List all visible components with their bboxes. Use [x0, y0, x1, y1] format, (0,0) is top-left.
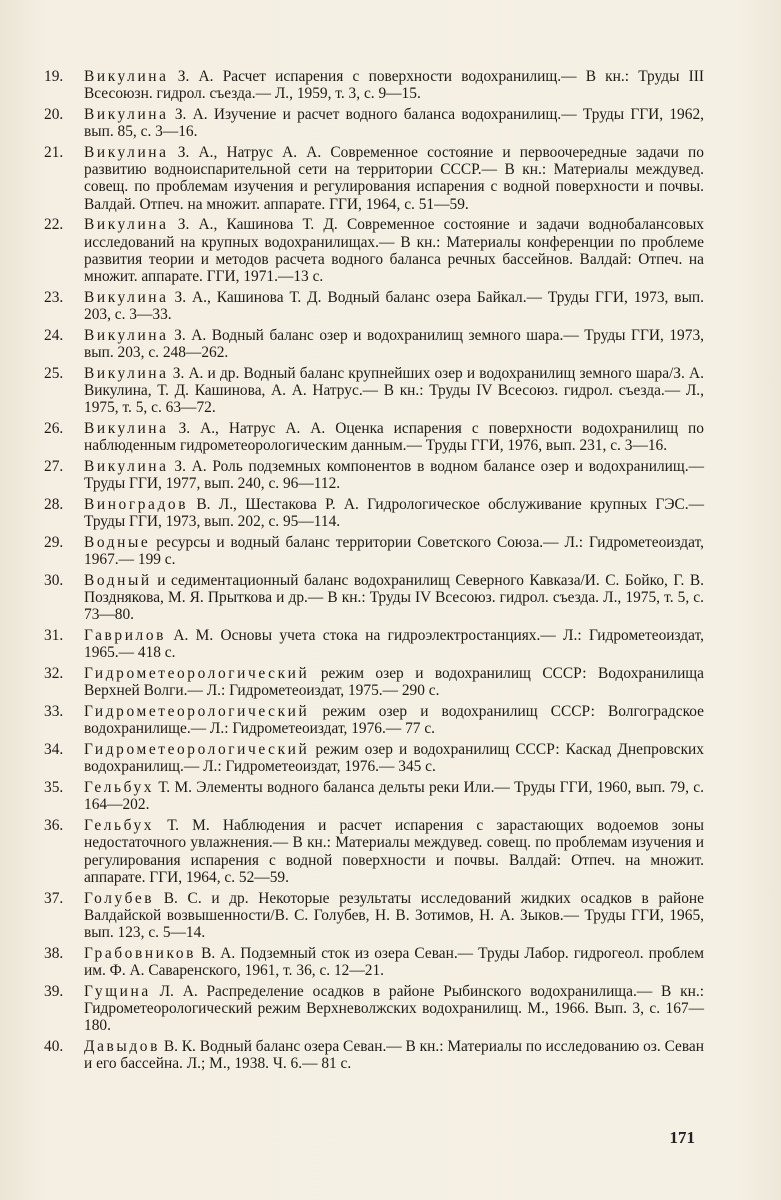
entry-citation: З. А. Роль подземных компонентов в водном балансе озер и водохранилищ.— Труды ГГИ, 1977, вып. 240, с. 96—112. [84, 458, 704, 493]
entry-number: 39. [44, 982, 64, 1000]
entry-number: 33. [44, 703, 64, 721]
entry-text [84, 327, 704, 361]
entry-text [84, 665, 704, 699]
bibliography-entry [44, 1038, 704, 1072]
bibliography-entry [44, 817, 704, 886]
entry-number: 23. [44, 288, 64, 306]
bibliography-entry [44, 665, 704, 699]
entry-author: Давыдов [84, 1038, 160, 1056]
entry-text [84, 741, 704, 775]
entry-author: Викулина [84, 68, 169, 85]
bibliography-entry [44, 890, 704, 942]
entry-text [84, 890, 704, 942]
entry-author: Викулина [84, 364, 169, 382]
entry-citation: Л. А. Распределение осадков в районе Рыбинского водохранилища.— В кн.: Гидрометеорологический режим Верхневолжских водохранилищ. М., 1966. Вып. 3, с. 167—180. [84, 982, 704, 1035]
entry-citation: З. А. Изучение и расчет водного баланса водохранилищ.— Труды ГГИ, 1962, вып. 85, с. 3—16. [84, 106, 704, 141]
entry-citation: режим озер и водохранилищ СССР: Волгоградское водохранилище.— Л.: Гидрометеоиздат, 1976.— 77 с. [84, 703, 704, 738]
entry-author: Викулина [84, 216, 169, 234]
entry-citation: Т. М. Наблюдения и расчет испарения с зарастающих водоемов зоны недостаточного увлажнения.— В кн.: Материалы междувед. совещ. по проблемам изучения и регулирования испарения с водной поверхности и почвы. Валдай: Отпеч. на множит. аппарате. ГГИ, 1964, с. 52—59. [84, 817, 704, 886]
bibliography-entry [44, 216, 704, 285]
bibliography-entry [44, 496, 704, 530]
entry-text [84, 106, 704, 140]
entry-text [84, 216, 704, 285]
entry-text [84, 144, 704, 213]
bibliography-entry [44, 420, 704, 454]
entry-author: Гельбух [84, 817, 155, 835]
entry-number: 36. [44, 817, 64, 835]
entry-number: 25. [44, 364, 64, 382]
bibliography-list [44, 68, 704, 1076]
entry-citation: В. А. Подземный сток из озера Севан.— Труды Лабор. гидрогеол. проблем им. Ф. А. Саваренского, 1961, т. 36, с. 12—21. [84, 944, 704, 980]
entry-citation: З. А. Расчет испарения с поверхности водохранилищ.— В кн.: Труды III Всесоюзн. гидрол. съезда.— Л., 1959, т. 3, с. 9—15. [84, 68, 704, 103]
entry-citation: ресурсы и водный баланс территории Советского Союза.— Л.: Гидрометеоиздат, 1967.— 199 с. [84, 534, 704, 569]
entry-citation: А. М. Основы учета стока на гидроэлектростанциях.— Л.: Гидрометеоиздат, 1965.— 418 с. [84, 627, 704, 662]
bibliography-entry [44, 983, 704, 1035]
bibliography-entry [44, 144, 704, 213]
entry-citation: режим озер и водохранилищ СССР: Каскад Днепровских водохранилищ.— Л.: Гидрометеоиздат, 1976.— 345 с. [84, 741, 704, 776]
bibliography-entry [44, 289, 704, 323]
entry-number: 35. [44, 779, 64, 797]
entry-citation: З. А., Кашинова Т. Д. Водный баланс озера Байкал.— Труды ГГИ, 1973, вып. 203, с. 3—33. [84, 288, 704, 324]
entry-number: 29. [44, 534, 64, 552]
bibliography-entry [44, 572, 704, 624]
entry-author: Викулина [84, 144, 169, 161]
entry-citation: В. Л., Шестакова Р. А. Гидрологическое обслуживание крупных ГЭС.— Труды ГГИ, 1973, вып. 202, с. 95—114. [84, 496, 704, 531]
entry-number: 22. [44, 216, 64, 234]
entry-author: Гидрометеорологический [84, 665, 310, 683]
entry-author: Викулина [84, 288, 169, 306]
entry-author: Гущина [84, 982, 151, 1000]
entry-author: Викулина [84, 420, 169, 438]
entry-author: Гидрометеорологический [84, 741, 310, 759]
entry-number: 40. [44, 1038, 64, 1056]
entry-text [84, 365, 704, 417]
entry-text [84, 534, 704, 568]
entry-text [84, 817, 704, 886]
entry-author: Виноградов [84, 496, 189, 514]
bibliography-entry [44, 779, 704, 813]
entry-citation: З. А., Натрус А. А. Современное состояние и первоочередные задачи по развитию водноиспарительной сети на территории СССР.— В кн.: Материалы междувед. совещ. по проблемам изучения и регулирования испарения с водной поверхности и почвы. Валдай. Отпеч. на множит. аппарате. ГГИ, 1964, с. 51—59. [84, 144, 704, 213]
bibliography-entry [44, 458, 704, 492]
entry-citation: В. С. и др. Некоторые результаты исследований жидких осадков в районе Валдайской возвышенности/В. С. Голубев, Н. В. Зотимов, Н. А. Зыков.— Труды ГГИ, 1965, вып. 123, с. 5—14. [84, 889, 704, 942]
entry-number: 21. [44, 144, 64, 161]
entry-author: Голубев [84, 889, 155, 907]
entry-number: 28. [44, 496, 64, 514]
entry-citation: З. А., Кашинова Т. Д. Современное состояние и задачи воднобалансовых исследований на крупных водохранилищах.— В кн.: Материалы конференции по проблеме развития теории и методов расчета водного баланса речных бассейнов. Валдай: Отпеч. на множит. аппарате. ГГИ, 1971.—13 с. [84, 216, 704, 286]
bibliography-entry [44, 741, 704, 775]
entry-number: 27. [44, 458, 64, 476]
entry-text [84, 68, 704, 102]
entry-author: Гидрометеорологический [84, 703, 310, 721]
entry-text [84, 945, 704, 979]
entry-text [84, 572, 704, 624]
entry-citation: З. А. и др. Водный баланс крупнейших озер и водохранилищ земного шара/З. А. Викулина, Т. Д. Кашинова, А. А. Натрус.— В кн.: Труды IV Всесоюз. гидрол. съезда.— Л., 1975, т. 5, с. 63—72. [84, 364, 704, 417]
entry-author: Водный [84, 572, 152, 590]
entry-author: Грабовников [84, 944, 196, 962]
entry-number: 38. [44, 944, 64, 962]
entry-number: 32. [44, 665, 64, 683]
entry-text [84, 458, 704, 492]
entry-author: Викулина [84, 106, 169, 123]
entry-number: 30. [44, 572, 64, 590]
entry-number: 26. [44, 420, 64, 438]
entry-text [84, 703, 704, 737]
entry-author: Гаврилов [84, 627, 166, 645]
entry-author: Викулина [84, 458, 169, 476]
bibliography-entry [44, 945, 704, 979]
bibliography-entry [44, 534, 704, 568]
entry-text [84, 779, 704, 813]
page-number: 171 [669, 1128, 695, 1147]
bibliography-entry [44, 106, 704, 140]
entry-number: 19. [44, 68, 64, 85]
entry-text [84, 420, 704, 454]
entry-author: Викулина [84, 326, 169, 344]
entry-author: Водные [84, 534, 151, 552]
entry-citation: и седиментационный баланс водохранилищ Северного Кавказа/И. С. Бойко, Г. В. Позднякова, М. Я. Прыткова и др.— В кн.: Труды IV Всесоюз. гидрол. съезда. Л., 1975, т. 5, с. 73—80. [84, 572, 704, 624]
entry-number: 31. [44, 627, 64, 645]
entry-citation: З. А. Водный баланс озер и водохранилищ земного шара.— Труды ГГИ, 1973, вып. 203, с. 248—262. [84, 326, 704, 362]
bibliography-entry [44, 365, 704, 417]
bibliography-entry [44, 703, 704, 737]
entry-text [84, 627, 704, 661]
bibliography-entry [44, 627, 704, 661]
entry-author: Гельбух [84, 779, 155, 797]
bibliography-entry [44, 68, 704, 102]
entry-text [84, 289, 704, 323]
entry-text [84, 983, 704, 1035]
entry-text [84, 1038, 704, 1072]
entry-citation: В. К. Водный баланс озера Севан.— В кн.: Материалы по исследованию оз. Севан и его бассейна. Л.; М., 1938. Ч. 6.— 81 с. [84, 1038, 704, 1073]
entry-text [84, 496, 704, 530]
entry-citation: режим озер и водохранилищ СССР: Водохранилища Верхней Волги.— Л.: Гидрометеоиздат, 1975.— 290 с. [84, 665, 704, 700]
entry-number: 24. [44, 326, 64, 344]
entry-number: 34. [44, 741, 64, 759]
entry-number: 37. [44, 889, 64, 907]
entry-number: 20. [44, 106, 64, 123]
entry-citation: З. А., Натрус А. А. Оценка испарения с поверхности водохранилищ по наблюденным гидрометеорологическим данным.— Труды ГГИ, 1976, вып. 231, с. 3—16. [84, 420, 704, 455]
entry-citation: Т. М. Элементы водного баланса дельты реки Или.— Труды ГГИ, 1960, вып. 79, с. 164—202. [84, 779, 704, 814]
bibliography-entry [44, 327, 704, 361]
